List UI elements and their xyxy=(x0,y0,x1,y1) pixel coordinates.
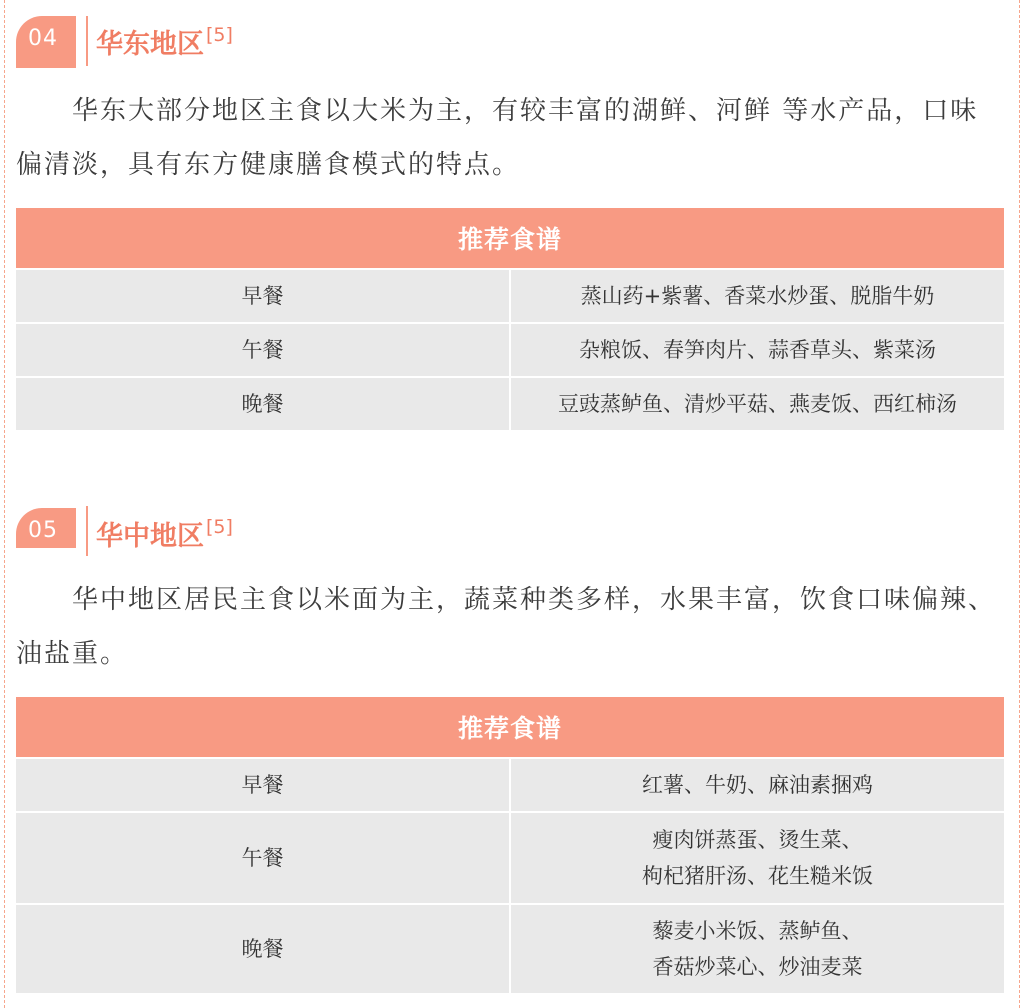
header-divider xyxy=(86,16,88,66)
recipe-table-header: 推荐食谱 xyxy=(16,208,1004,269)
dish-cell xyxy=(510,812,1004,904)
dish-text: 枸杞猪肝汤、花生糙米饭 xyxy=(642,864,873,888)
recipe-table xyxy=(16,697,1004,993)
dish-cell xyxy=(510,904,1004,993)
dish-text: 瘦肉饼蒸蛋、烫生菜、 xyxy=(652,828,863,852)
meal-label: 晚餐 xyxy=(16,904,510,993)
dish-text: 豆豉蒸鲈鱼、清炒平菇、燕麦饭、西红柿汤 xyxy=(558,392,957,416)
dish-cell xyxy=(510,377,1004,430)
section-number-badge: 05 xyxy=(16,508,76,548)
dish-text: 藜麦小米饭、蒸鲈鱼、 xyxy=(652,919,863,943)
section-title-text: 华中地区 xyxy=(96,521,204,552)
dish-cell xyxy=(510,758,1004,812)
section-title xyxy=(96,514,233,553)
table-row xyxy=(16,904,1004,993)
recipe-table-header: 推荐食谱 xyxy=(16,697,1004,758)
table-row xyxy=(16,269,1004,323)
section-paragraph: 华东大部分地区主食以大米为主，有较丰富的湖鲜、河鲜 等水产品，口味偏清淡，具有东方健康膳食模式的特点。 xyxy=(16,96,979,180)
dish-text: 蒸山药+紫薯、香菜水炒蛋、脱脂牛奶 xyxy=(580,284,935,308)
dish-cell xyxy=(510,323,1004,377)
table-row xyxy=(16,323,1004,377)
header-divider xyxy=(86,506,88,556)
section-title-text: 华东地区 xyxy=(96,29,204,60)
recipe-table xyxy=(16,208,1004,430)
reference-marker: [5] xyxy=(206,24,233,46)
meal-label: 早餐 xyxy=(16,269,510,323)
section-number-badge: 04 xyxy=(16,16,76,68)
meal-label: 午餐 xyxy=(16,812,510,904)
table-row xyxy=(16,377,1004,430)
reference-marker: [5] xyxy=(206,516,233,538)
dish-text: 杂粮饭、春笋肉片、蒜香草头、紫菜汤 xyxy=(579,338,936,362)
section-paragraph: 华中地区居民主食以米面为主，蔬菜种类多样，水果丰富，饮食口味偏辣、油盐重。 xyxy=(16,585,997,669)
meal-label: 晚餐 xyxy=(16,377,510,430)
meal-label: 午餐 xyxy=(16,323,510,377)
table-row xyxy=(16,812,1004,904)
section-title xyxy=(96,22,233,61)
table-row xyxy=(16,758,1004,812)
dish-text: 红薯、牛奶、麻油素捆鸡 xyxy=(642,773,873,797)
dish-text: 香菇炒菜心、炒油麦菜 xyxy=(652,955,863,979)
meal-label: 早餐 xyxy=(16,758,510,812)
dish-cell xyxy=(510,269,1004,323)
